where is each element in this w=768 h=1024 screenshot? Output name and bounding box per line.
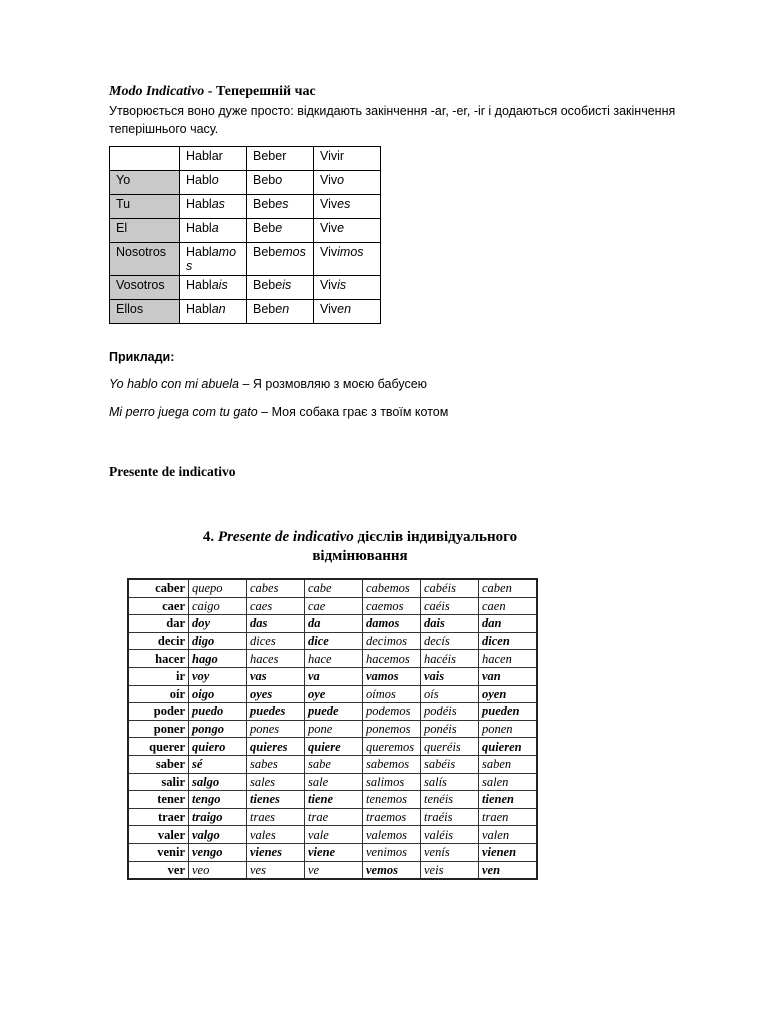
verb-form: traigo — [189, 808, 247, 826]
table-row — [110, 243, 381, 276]
verb-row — [128, 597, 537, 615]
verb-form: decís — [421, 632, 479, 650]
verb-form: salgo — [189, 773, 247, 791]
verb-infinitive: decir — [128, 632, 189, 650]
verb-form: sabe — [305, 755, 363, 773]
verb-form: traemos — [363, 808, 421, 826]
verb-form: cabemos — [363, 579, 421, 597]
conjugation-cell: Vives — [314, 195, 381, 219]
verb-form: traéis — [421, 808, 479, 826]
conjugation-cell: Bebo — [247, 171, 314, 195]
verb-form: van — [479, 667, 538, 685]
table-header-cell: Beber — [247, 147, 314, 171]
verb-form: queremos — [363, 738, 421, 756]
intro-paragraph: Утворюється воно дуже просто: відкидають закінчення -ar, -er, -ir і додаються особисті закінчення теперішнього часу. — [109, 104, 676, 136]
verb-form: ponemos — [363, 720, 421, 738]
presente-title: Presente de indicativo — [109, 464, 236, 479]
example-1-translation: – Я розмовляю з моєю бабусею — [238, 377, 428, 391]
verb-form: damos — [363, 615, 421, 633]
conjugation-cell: Vivo — [314, 171, 381, 195]
verb-infinitive: caer — [128, 597, 189, 615]
verb-form: podéis — [421, 703, 479, 721]
verb-form: vienes — [247, 843, 305, 861]
verb-form: doy — [189, 615, 247, 633]
verb-form: sale — [305, 773, 363, 791]
verb-form: puedes — [247, 703, 305, 721]
verb-form: puede — [305, 703, 363, 721]
verb-infinitive: saber — [128, 755, 189, 773]
verb-form: tenéis — [421, 791, 479, 809]
verb-form: caen — [479, 597, 538, 615]
verb-form: oigo — [189, 685, 247, 703]
verb-form: valen — [479, 826, 538, 844]
verb-form: quiere — [305, 738, 363, 756]
verb-form: salen — [479, 773, 538, 791]
verb-row — [128, 650, 537, 668]
verb-form: oís — [421, 685, 479, 703]
verb-form: sales — [247, 773, 305, 791]
verb-infinitive: ir — [128, 667, 189, 685]
pronoun-cell: Ellos — [110, 300, 180, 324]
verb-row — [128, 738, 537, 756]
example-2-spanish: Mi perro juega com tu gato — [109, 405, 258, 419]
verb-form: tiene — [305, 791, 363, 809]
verb-form: cabe — [305, 579, 363, 597]
verb-row — [128, 808, 537, 826]
verb-form: tienen — [479, 791, 538, 809]
conjugation-cell: Bebeis — [247, 276, 314, 300]
verb-form: digo — [189, 632, 247, 650]
verb-form: quieren — [479, 738, 538, 756]
verb-form: va — [305, 667, 363, 685]
conjugation-cell: Hablan — [180, 300, 247, 324]
verb-infinitive: valer — [128, 826, 189, 844]
verb-infinitive: poder — [128, 703, 189, 721]
verb-form: hace — [305, 650, 363, 668]
verb-form: ves — [247, 861, 305, 879]
verb-row — [128, 755, 537, 773]
example-2 — [109, 405, 448, 419]
conjugation-cell: Vive — [314, 219, 381, 243]
pronoun-cell: Yo — [110, 171, 180, 195]
verb-row — [128, 843, 537, 861]
conjugation-cell: Hablais — [180, 276, 247, 300]
conjugation-cell: Bebe — [247, 219, 314, 243]
verb-form: caemos — [363, 597, 421, 615]
verb-row — [128, 861, 537, 879]
verb-form: cae — [305, 597, 363, 615]
verb-form: dices — [247, 632, 305, 650]
verb-form: valemos — [363, 826, 421, 844]
verb-form: sabéis — [421, 755, 479, 773]
image-title-prefix: 4. — [202, 529, 218, 545]
verb-form: pones — [247, 720, 305, 738]
verb-form: tengo — [189, 791, 247, 809]
verb-form: vemos — [363, 861, 421, 879]
pronoun-cell: El — [110, 219, 180, 243]
verb-form: vais — [421, 667, 479, 685]
verb-form: vale — [305, 826, 363, 844]
verb-form: tenemos — [363, 791, 421, 809]
verb-form: vienen — [479, 843, 538, 861]
verb-row — [128, 773, 537, 791]
verb-form: caes — [247, 597, 305, 615]
verb-form: caéis — [421, 597, 479, 615]
verb-form: da — [305, 615, 363, 633]
table-corner-cell — [110, 147, 180, 171]
verb-form: dais — [421, 615, 479, 633]
verb-form: traen — [479, 808, 538, 826]
verb-form: das — [247, 615, 305, 633]
table-row — [110, 195, 381, 219]
heading-italic: Modo Indicativo — [109, 84, 205, 99]
verb-infinitive: caber — [128, 579, 189, 597]
irregular-verbs-title — [160, 528, 560, 566]
verb-form: decimos — [363, 632, 421, 650]
example-2-translation: – Моя собака грає з твоїм котом — [257, 405, 449, 419]
conjugation-table — [109, 146, 381, 324]
verb-form: traes — [247, 808, 305, 826]
verb-form: salimos — [363, 773, 421, 791]
verb-form: valgo — [189, 826, 247, 844]
conjugation-cell: Vivimos — [314, 243, 381, 276]
verb-form: sé — [189, 755, 247, 773]
verb-form: pueden — [479, 703, 538, 721]
conjugation-cell: Viven — [314, 300, 381, 324]
verb-form: oyes — [247, 685, 305, 703]
verb-form: caigo — [189, 597, 247, 615]
verb-form: podemos — [363, 703, 421, 721]
conjugation-cell: Bebes — [247, 195, 314, 219]
verb-row — [128, 703, 537, 721]
verb-form: hacemos — [363, 650, 421, 668]
table-row — [110, 276, 381, 300]
verb-form: vengo — [189, 843, 247, 861]
heading-rest: - Теперешній час — [204, 84, 316, 99]
verb-form: sabemos — [363, 755, 421, 773]
verb-form: saben — [479, 755, 538, 773]
verb-row — [128, 632, 537, 650]
verb-form: voy — [189, 667, 247, 685]
verb-form: trae — [305, 808, 363, 826]
verb-row — [128, 791, 537, 809]
verb-form: vas — [247, 667, 305, 685]
verb-form: oímos — [363, 685, 421, 703]
verb-form: quiero — [189, 738, 247, 756]
verb-infinitive: hacer — [128, 650, 189, 668]
verb-row — [128, 579, 537, 597]
verb-infinitive: salir — [128, 773, 189, 791]
verb-row — [128, 826, 537, 844]
verb-form: dice — [305, 632, 363, 650]
verb-row — [128, 615, 537, 633]
example-1 — [109, 377, 427, 391]
verb-form: ponen — [479, 720, 538, 738]
verb-form: hacéis — [421, 650, 479, 668]
conjugation-cell: Beben — [247, 300, 314, 324]
verb-form: hacen — [479, 650, 538, 668]
image-title-rest: дієслів індивідуального відмінювання — [312, 529, 518, 564]
table-header-cell: Vivir — [314, 147, 381, 171]
verb-infinitive: querer — [128, 738, 189, 756]
examples-title: Приклади: — [109, 350, 175, 364]
verb-form: vales — [247, 826, 305, 844]
table-row — [110, 219, 381, 243]
pronoun-cell: Tu — [110, 195, 180, 219]
verb-form: tienes — [247, 791, 305, 809]
verb-form: hago — [189, 650, 247, 668]
verb-form: vamos — [363, 667, 421, 685]
irregular-verbs-table — [127, 578, 538, 880]
pronoun-cell: Vosotros — [110, 276, 180, 300]
verb-form: ve — [305, 861, 363, 879]
verb-form: oyen — [479, 685, 538, 703]
verb-infinitive: ver — [128, 861, 189, 879]
verb-form: salís — [421, 773, 479, 791]
verb-infinitive: venir — [128, 843, 189, 861]
verb-form: dan — [479, 615, 538, 633]
pronoun-cell: Nosotros — [110, 243, 180, 276]
conjugation-cell: Hablamos — [180, 243, 247, 276]
verb-infinitive: traer — [128, 808, 189, 826]
verb-form: pone — [305, 720, 363, 738]
conjugation-cell: Vivis — [314, 276, 381, 300]
verb-form: veo — [189, 861, 247, 879]
verb-form: caben — [479, 579, 538, 597]
verb-infinitive: tener — [128, 791, 189, 809]
verb-form: quieres — [247, 738, 305, 756]
verb-form: cabes — [247, 579, 305, 597]
verb-form: puedo — [189, 703, 247, 721]
verb-form: viene — [305, 843, 363, 861]
conjugation-cell: Hablo — [180, 171, 247, 195]
verb-row — [128, 667, 537, 685]
verb-infinitive: dar — [128, 615, 189, 633]
example-1-spanish: Yo hablo con mi abuela — [109, 377, 239, 391]
conjugation-cell: Habla — [180, 219, 247, 243]
verb-infinitive: oír — [128, 685, 189, 703]
verb-form: dicen — [479, 632, 538, 650]
table-row — [110, 300, 381, 324]
conjugation-cell: Hablas — [180, 195, 247, 219]
verb-form: venís — [421, 843, 479, 861]
verb-form: cabéis — [421, 579, 479, 597]
section-heading — [109, 84, 316, 100]
table-header-cell: Hablar — [180, 147, 247, 171]
verb-form: queréis — [421, 738, 479, 756]
verb-form: ven — [479, 861, 538, 879]
verb-form: veis — [421, 861, 479, 879]
verb-infinitive: poner — [128, 720, 189, 738]
verb-form: sabes — [247, 755, 305, 773]
verb-form: venimos — [363, 843, 421, 861]
verb-form: pongo — [189, 720, 247, 738]
verb-form: valéis — [421, 826, 479, 844]
verb-form: ponéis — [421, 720, 479, 738]
table-row — [110, 171, 381, 195]
verb-form: quepo — [189, 579, 247, 597]
verb-form: oye — [305, 685, 363, 703]
verb-form: haces — [247, 650, 305, 668]
image-title-italic: Presente de indicativo — [217, 529, 354, 545]
conjugation-cell: Bebemos — [247, 243, 314, 276]
verb-row — [128, 720, 537, 738]
verb-row — [128, 685, 537, 703]
